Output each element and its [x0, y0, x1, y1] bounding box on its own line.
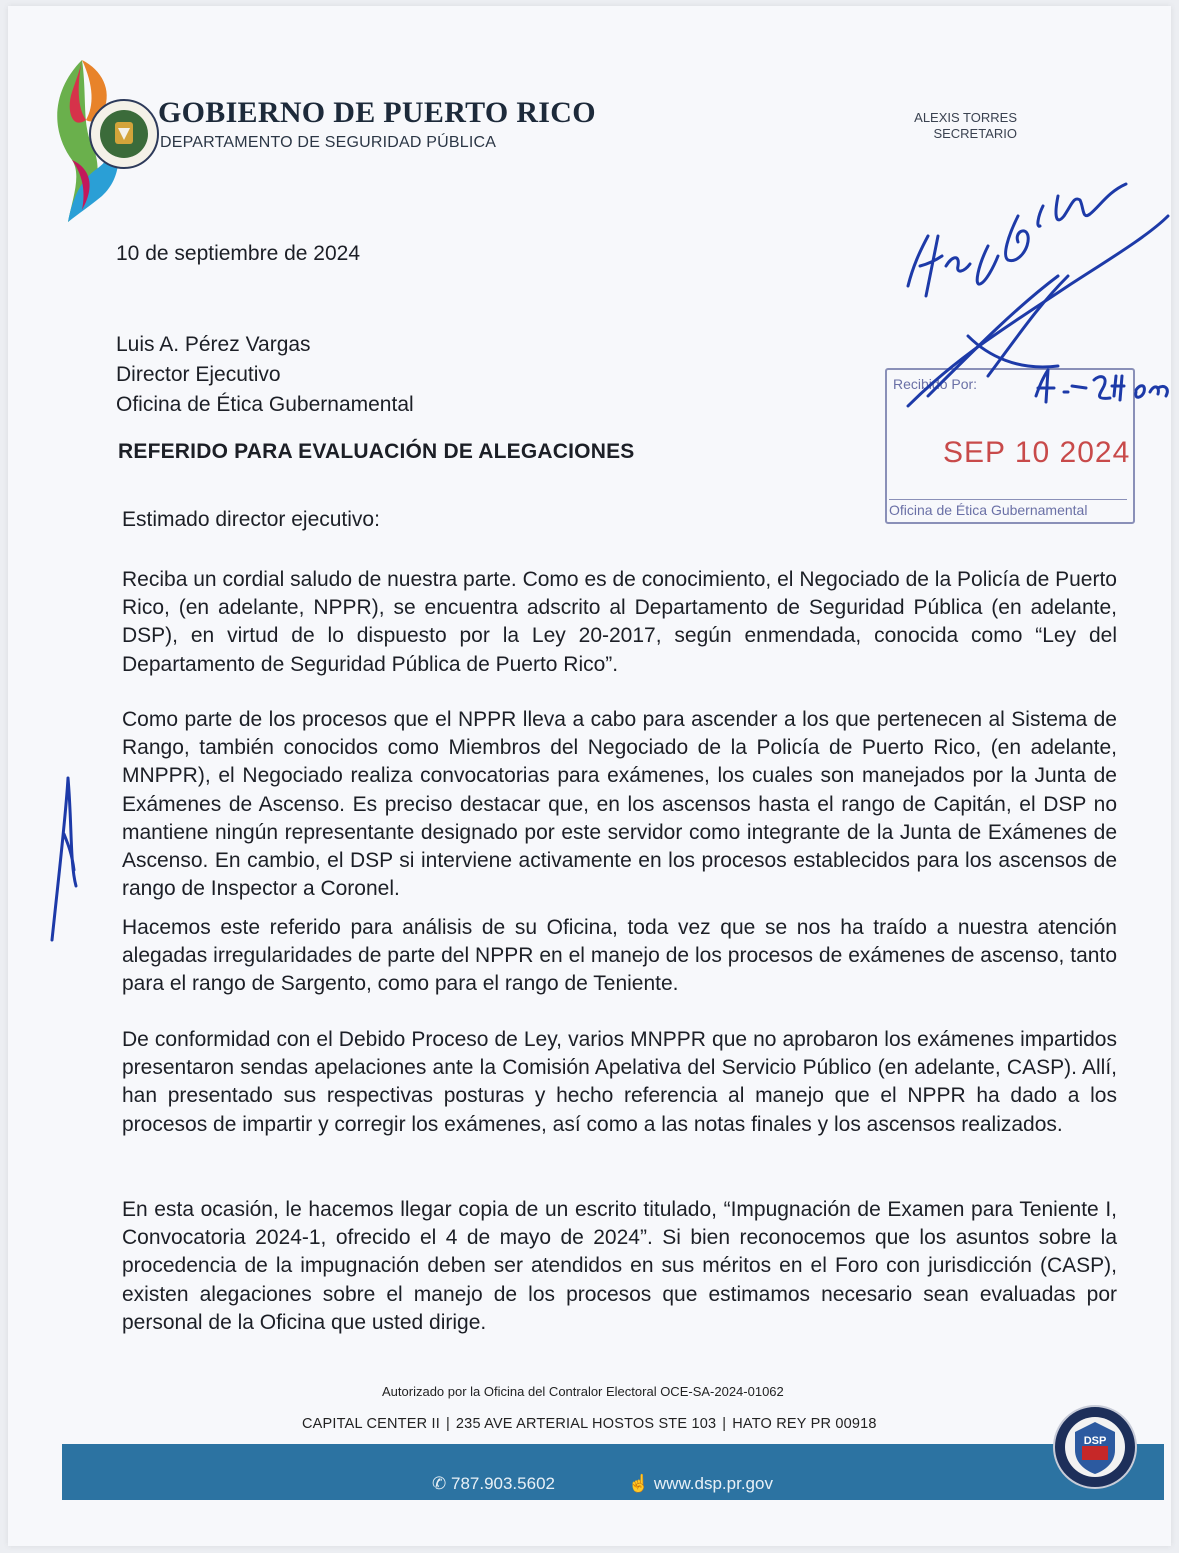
footer-address: CAPITAL CENTER II | 235 AVE ARTERIAL HOSTOS STE 103 | HATO REY PR 00918 — [302, 1416, 877, 1432]
pointer-icon: ☝ — [628, 1474, 650, 1493]
body-paragraph-2: Como parte de los procesos que el NPPR lleva a cabo para ascender a los que pertenecen al Sistema de Rango, también conocidos como Miembros del Negociado de la Policía de Puerto Rico, (en adelante, MNPPR), el Negociado realiza convocatorias para exámenes, los cuales son manejados por la Junta de Exámenes de Ascenso. Es preciso destacar que, en los ascensos hasta el rango de Capitán, el DSP no mantiene ningún representante designado por este servidor como integrante de la Junta de Exámenes de Ascenso. En cambio, el DSP si interviene activamente en los procesos establecidos para los ascensos de rango de Inspector a Coronel. — [122, 708, 1117, 901]
secretary-title: SECRETARIO — [933, 126, 1017, 141]
stamp-office: Oficina de Ética Gubernamental — [889, 499, 1127, 518]
footer-phone-number: 787.903.5602 — [450, 1474, 555, 1493]
addressee-block — [116, 330, 414, 420]
footer-website-url: www.dsp.pr.gov — [653, 1474, 773, 1493]
secretary-block — [914, 110, 1017, 142]
dsp-seal — [1052, 1404, 1138, 1490]
handwritten-signature — [868, 156, 1178, 436]
addressee-title: Director Ejecutivo — [116, 363, 281, 386]
body-paragraph-4: De conformidad con el Debido Proceso de Ley, varios MNPPR que no aprobaron los exámenes impartidos presentaron sendas apelaciones ante la Comisión Apelativa del Servicio Público (en adelante, CASP). Allí, han presentado sus respectivas posturas y hecho referencia al manejo que el NPPR ha dado a los procesos de impartir y corregir los exámenes, así como a las notas finales y los ascensos realizados. — [122, 1028, 1117, 1136]
phone-icon: ✆ — [432, 1474, 447, 1493]
salutation: Estimado director ejecutivo: — [122, 508, 380, 531]
government-logo — [42, 50, 162, 230]
letter-subject: REFERIDO PARA EVALUACIÓN DE ALEGACIONES — [118, 440, 635, 463]
addressee-name: Luis A. Pérez Vargas — [116, 333, 311, 356]
footer-authorization: Autorizado por la Oficina del Contralor Electoral OCE-SA-2024-01062 — [382, 1384, 784, 1399]
letter-page — [8, 6, 1171, 1546]
footer-website — [628, 1474, 773, 1494]
body-paragraph-1: Reciba un cordial saludo de nuestra parte. Como es de conocimiento, el Negociado de la Policía de Puerto Rico, (en adelante, NPPR), se encuentra adscrito al Departamento de Seguridad Pública (en adelante, DSP), en virtud de lo dispuesto por la Ley 20-2017, según enmendada, conocida como “Ley del Departamento de Seguridad Pública de Puerto Rico”. — [122, 568, 1117, 676]
stamp-date: SEP 10 2024 — [943, 436, 1131, 469]
footer-address-building: CAPITAL CENTER II — [302, 1416, 440, 1432]
footer-address-street: 235 AVE ARTERIAL HOSTOS STE 103 — [455, 1416, 717, 1432]
margin-pen-mark — [46, 774, 86, 944]
body-paragraph-3: Hacemos este referido para análisis de su Oficina, toda vez que se nos ha traído a nuestra atención alegadas irregularidades de parte del NPPR en el manejo de los procesos de exámenes de ascenso, tanto para el rango de Sargento, como para el rango de Teniente. — [122, 916, 1117, 996]
letter-date: 10 de septiembre de 2024 — [116, 242, 361, 265]
department-name: DEPARTAMENTO DE SEGURIDAD PÚBLICA — [160, 134, 497, 151]
footer-address-city: HATO REY PR 00918 — [732, 1416, 877, 1432]
dsp-seal-label: DSP — [1083, 1435, 1107, 1447]
footer-phone — [432, 1474, 555, 1494]
body-paragraph-5: En esta ocasión, le hacemos llegar copia de un escrito titulado, “Impugnación de Examen para Teniente I, Convocatoria 2024-1, ofrecido el 4 de mayo de 2024”. Si bien reconocemos que los asuntos sobre la procedencia de la impugnación deben ser atendidos en sus méritos en el Foro con jurisdicción (CASP), existen alegaciones sobre el manejo de los procesos que estimamos necesario sean evaluadas por personal de la Oficina que usted dirige. — [122, 1198, 1117, 1334]
secretary-name: ALEXIS TORRES — [914, 110, 1017, 125]
government-title: GOBIERNO DE PUERTO RICO — [158, 96, 596, 129]
stamp-received-label: Recibido Por: — [893, 376, 978, 392]
footer-bar — [62, 1444, 1164, 1500]
addressee-office: Oficina de Ética Gubernamental — [116, 393, 414, 416]
